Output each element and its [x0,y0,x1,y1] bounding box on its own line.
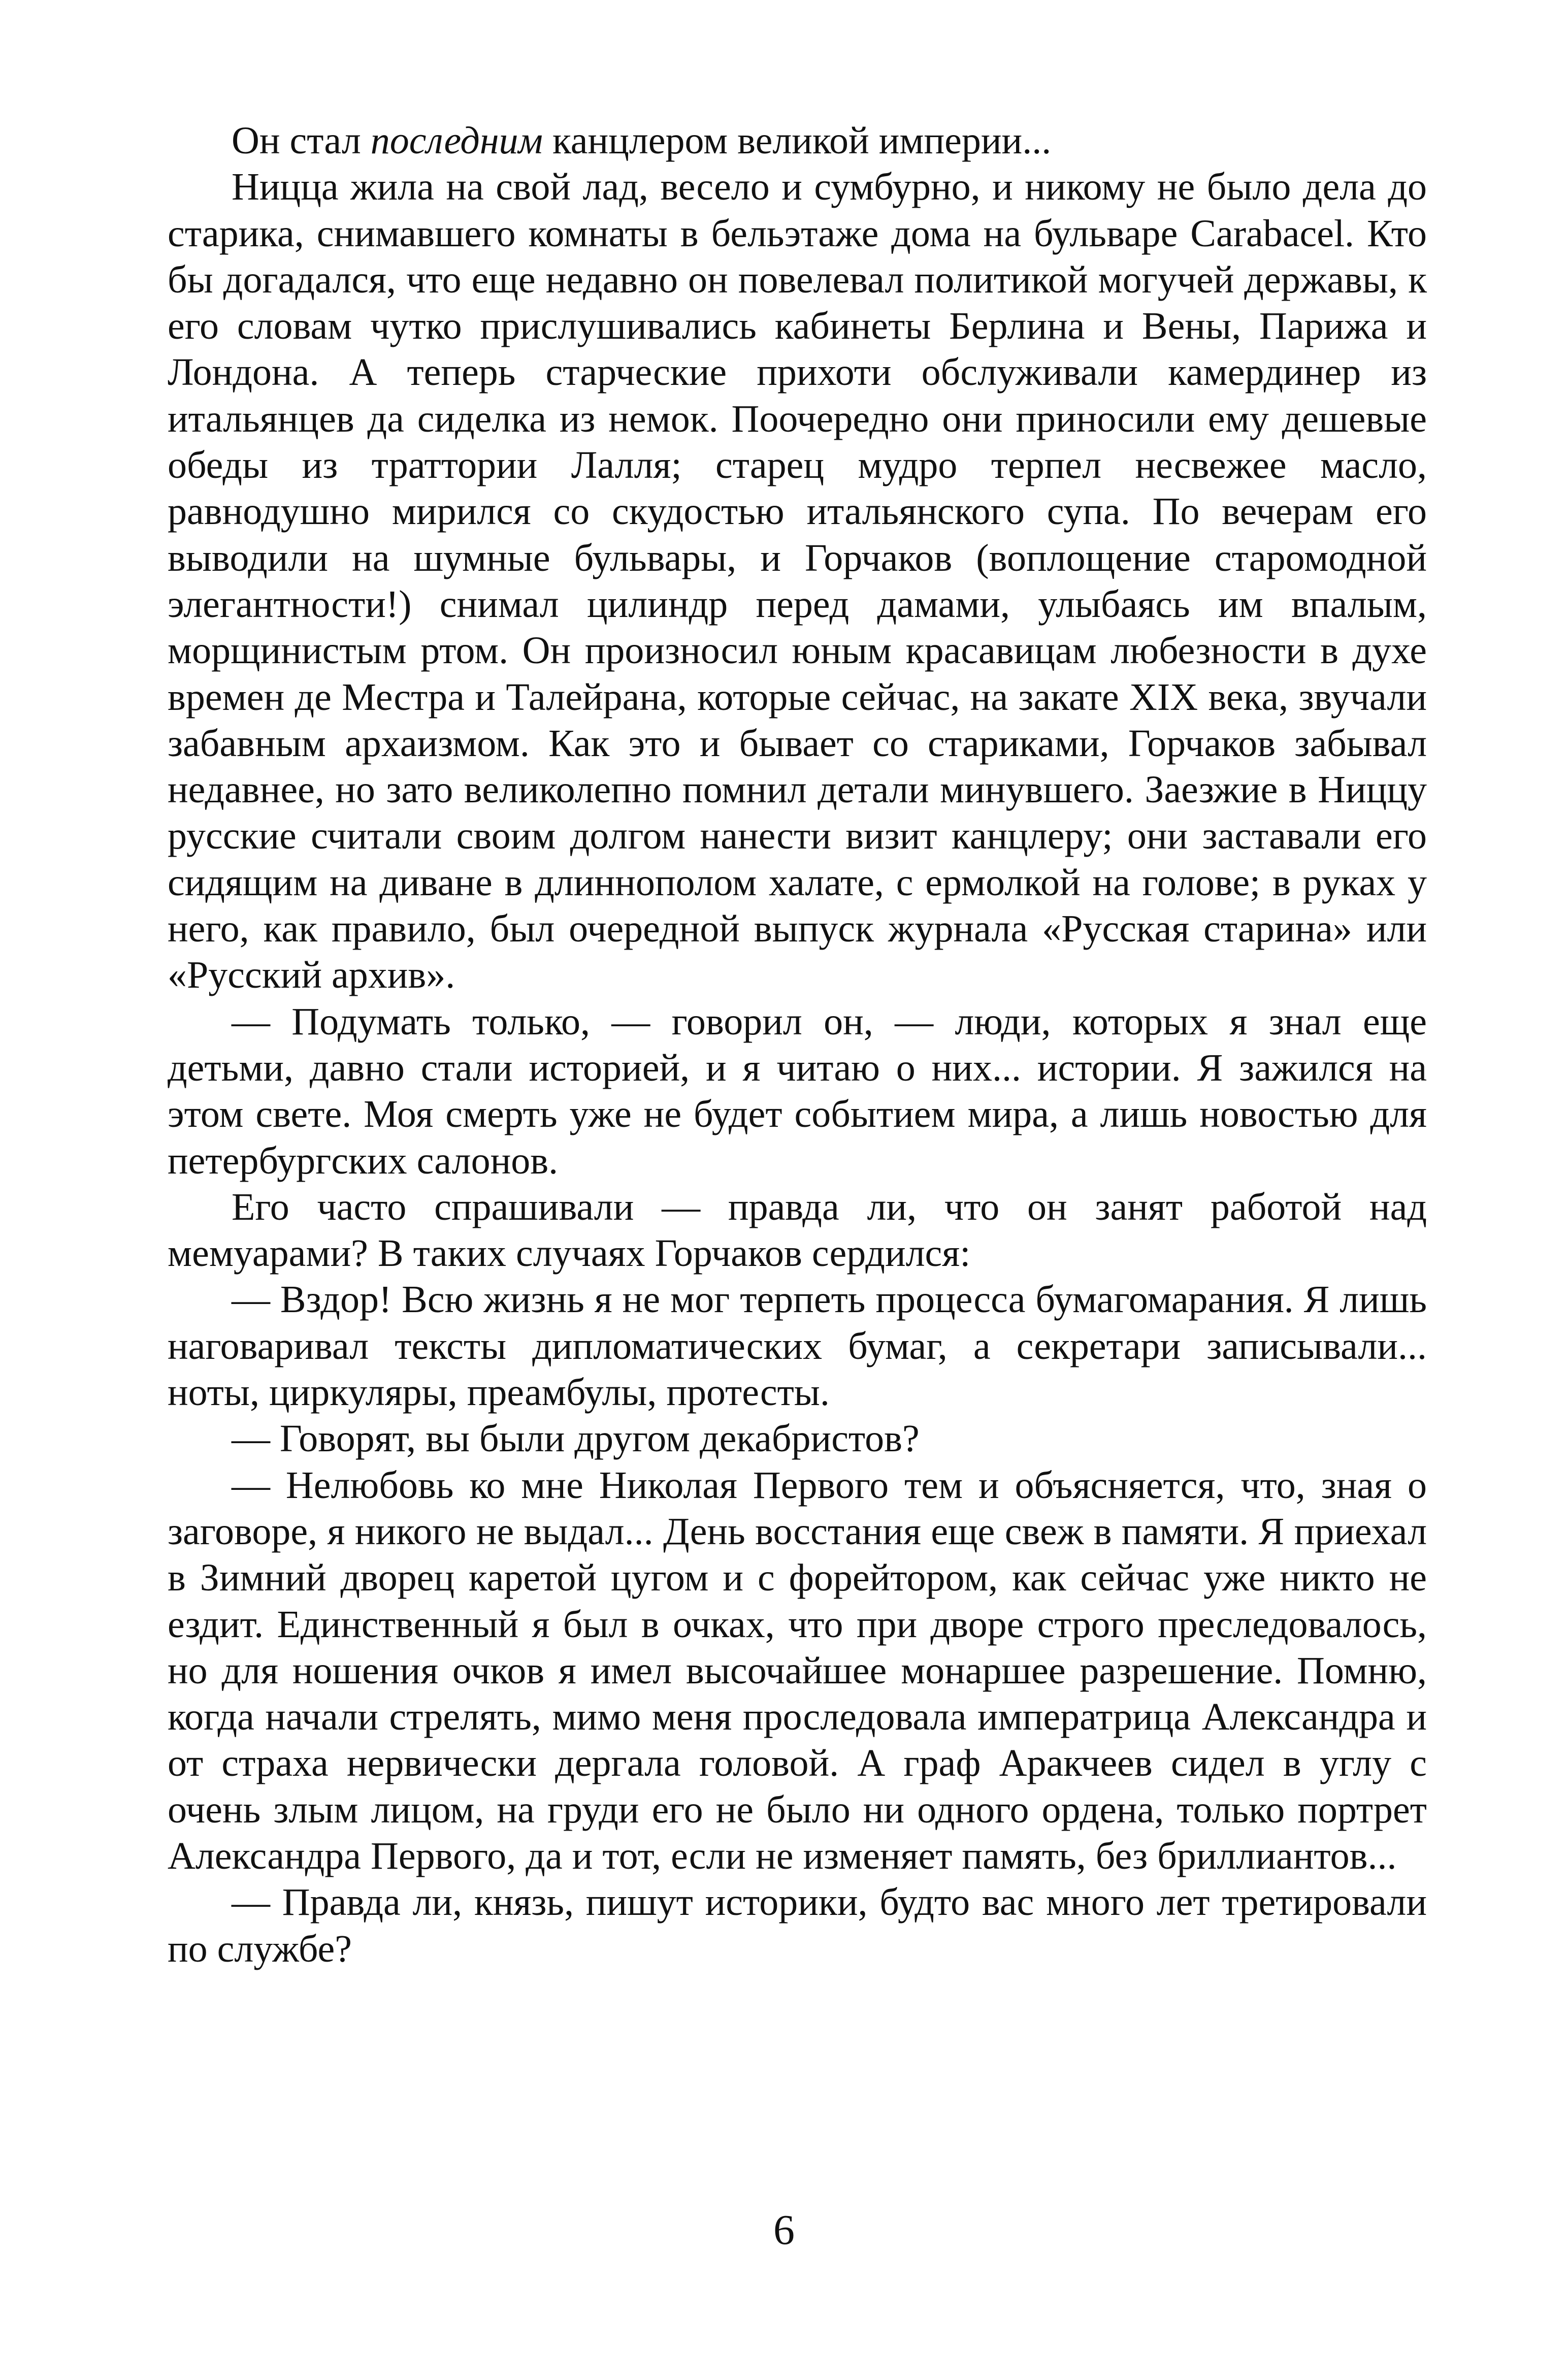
paragraph-dialogue-history: — Подумать только, — говорил он, — люди, которых я знал еще детьми, давно стали историей, и я читаю о них... истории. Я зажился на этом свете. Моя смерть уже не будет событием мира, а лишь новостью для петербургских салонов. [168,1000,1427,1182]
opening-lead: Он стал [232,119,371,162]
opening-tail: канцлером великой империи... [543,119,1052,162]
page-number: 6 [773,2206,795,2254]
paragraph-decembrists-question: — Говорят, вы были другом декабристов? [232,1417,920,1460]
paragraph-memoirs-question: Его часто спрашивали — правда ли, что он занят работой над мемуарами? В таких случаях Горчаков сердился: [168,1185,1427,1275]
opening-emphasis: последним [370,119,543,162]
paragraph-dialogue-nonsense: — Вздор! Всю жизнь я не мог терпеть процесса бумагомарания. Я лишь наговаривал тексты дипломатических бумаг, а секретари записывали... ноты, циркуляры, преамбулы, протесты. [168,1278,1427,1414]
paragraph-uprising-memory: — Нелюбовь ко мне Николая Первого тем и объясняется, что, зная о заговоре, я никого не выдал... День восстания еще свеж в памяти. Я приехал в Зимний дворец каретой цугом и с форейтором, как сейчас уже никто не ездит. Единственный я был в очках, что при дворе строго преследовалось, но для ношения очков я имел высочайшее монаршее разрешение. Помню, когда начали стрелять, мимо меня проследовала императрица Александра и от страха нервически дергала головой. А граф Аракчеев сидел в углу с очень злым лицом, на груди его не было ни одного ордена, только портрет Александра Первого, да и тот, если не изменяет память, без бриллиантов... [168,1463,1427,1877]
paragraph-career-question: — Правда ли, князь, пишут историки, будто вас много лет третировали по службе? [168,1881,1427,1970]
paragraph-nice: Ницца жила на свой лад, весело и сумбурно, и никому не было дела до старика, снимавшего комнаты в бельэтаже дома на бульваре Carabacel. Кто бы догадался, что еще недавно он повелевал политикой могучей державы, к его словам чутко прислушивались кабинеты Берлина и Вены, Парижа и Лондона. А теперь старческие прихоти обслуживали камердинер из итальянцев да сиделка из немок. Поочередно они приносили ему дешевые обеды из траттории Лалля; старец мудро терпел несвежее масло, равнодушно мирился со скудостью итальянского супа. По вечерам его выводили на шумные бульвары, и Горчаков (воплощение старомодной элегантности!) снимал цилиндр перед дамами, улыбаясь им впалым, морщинистым ртом. Он произносил юным красавицам любезности в духе времен де Местра и Талейрана, которые сейчас, на закате XIX века, звучали забавным архаизмом. Как это и бывает со стариками, Горчаков забывал недавнее, но зато великолепно помнил детали минувшего. Заезжие в Ниццу русские считали своим долгом нанести визит канцлеру; они заставали его сидящим на диване в длиннополом халате, с ермолкой на голове; в руках у него, как правило, был очередной выпуск журнала «Русская старина» или «Русский архив». [168,166,1427,997]
paragraph-opening [168,118,1427,164]
body-text [168,118,1427,1972]
